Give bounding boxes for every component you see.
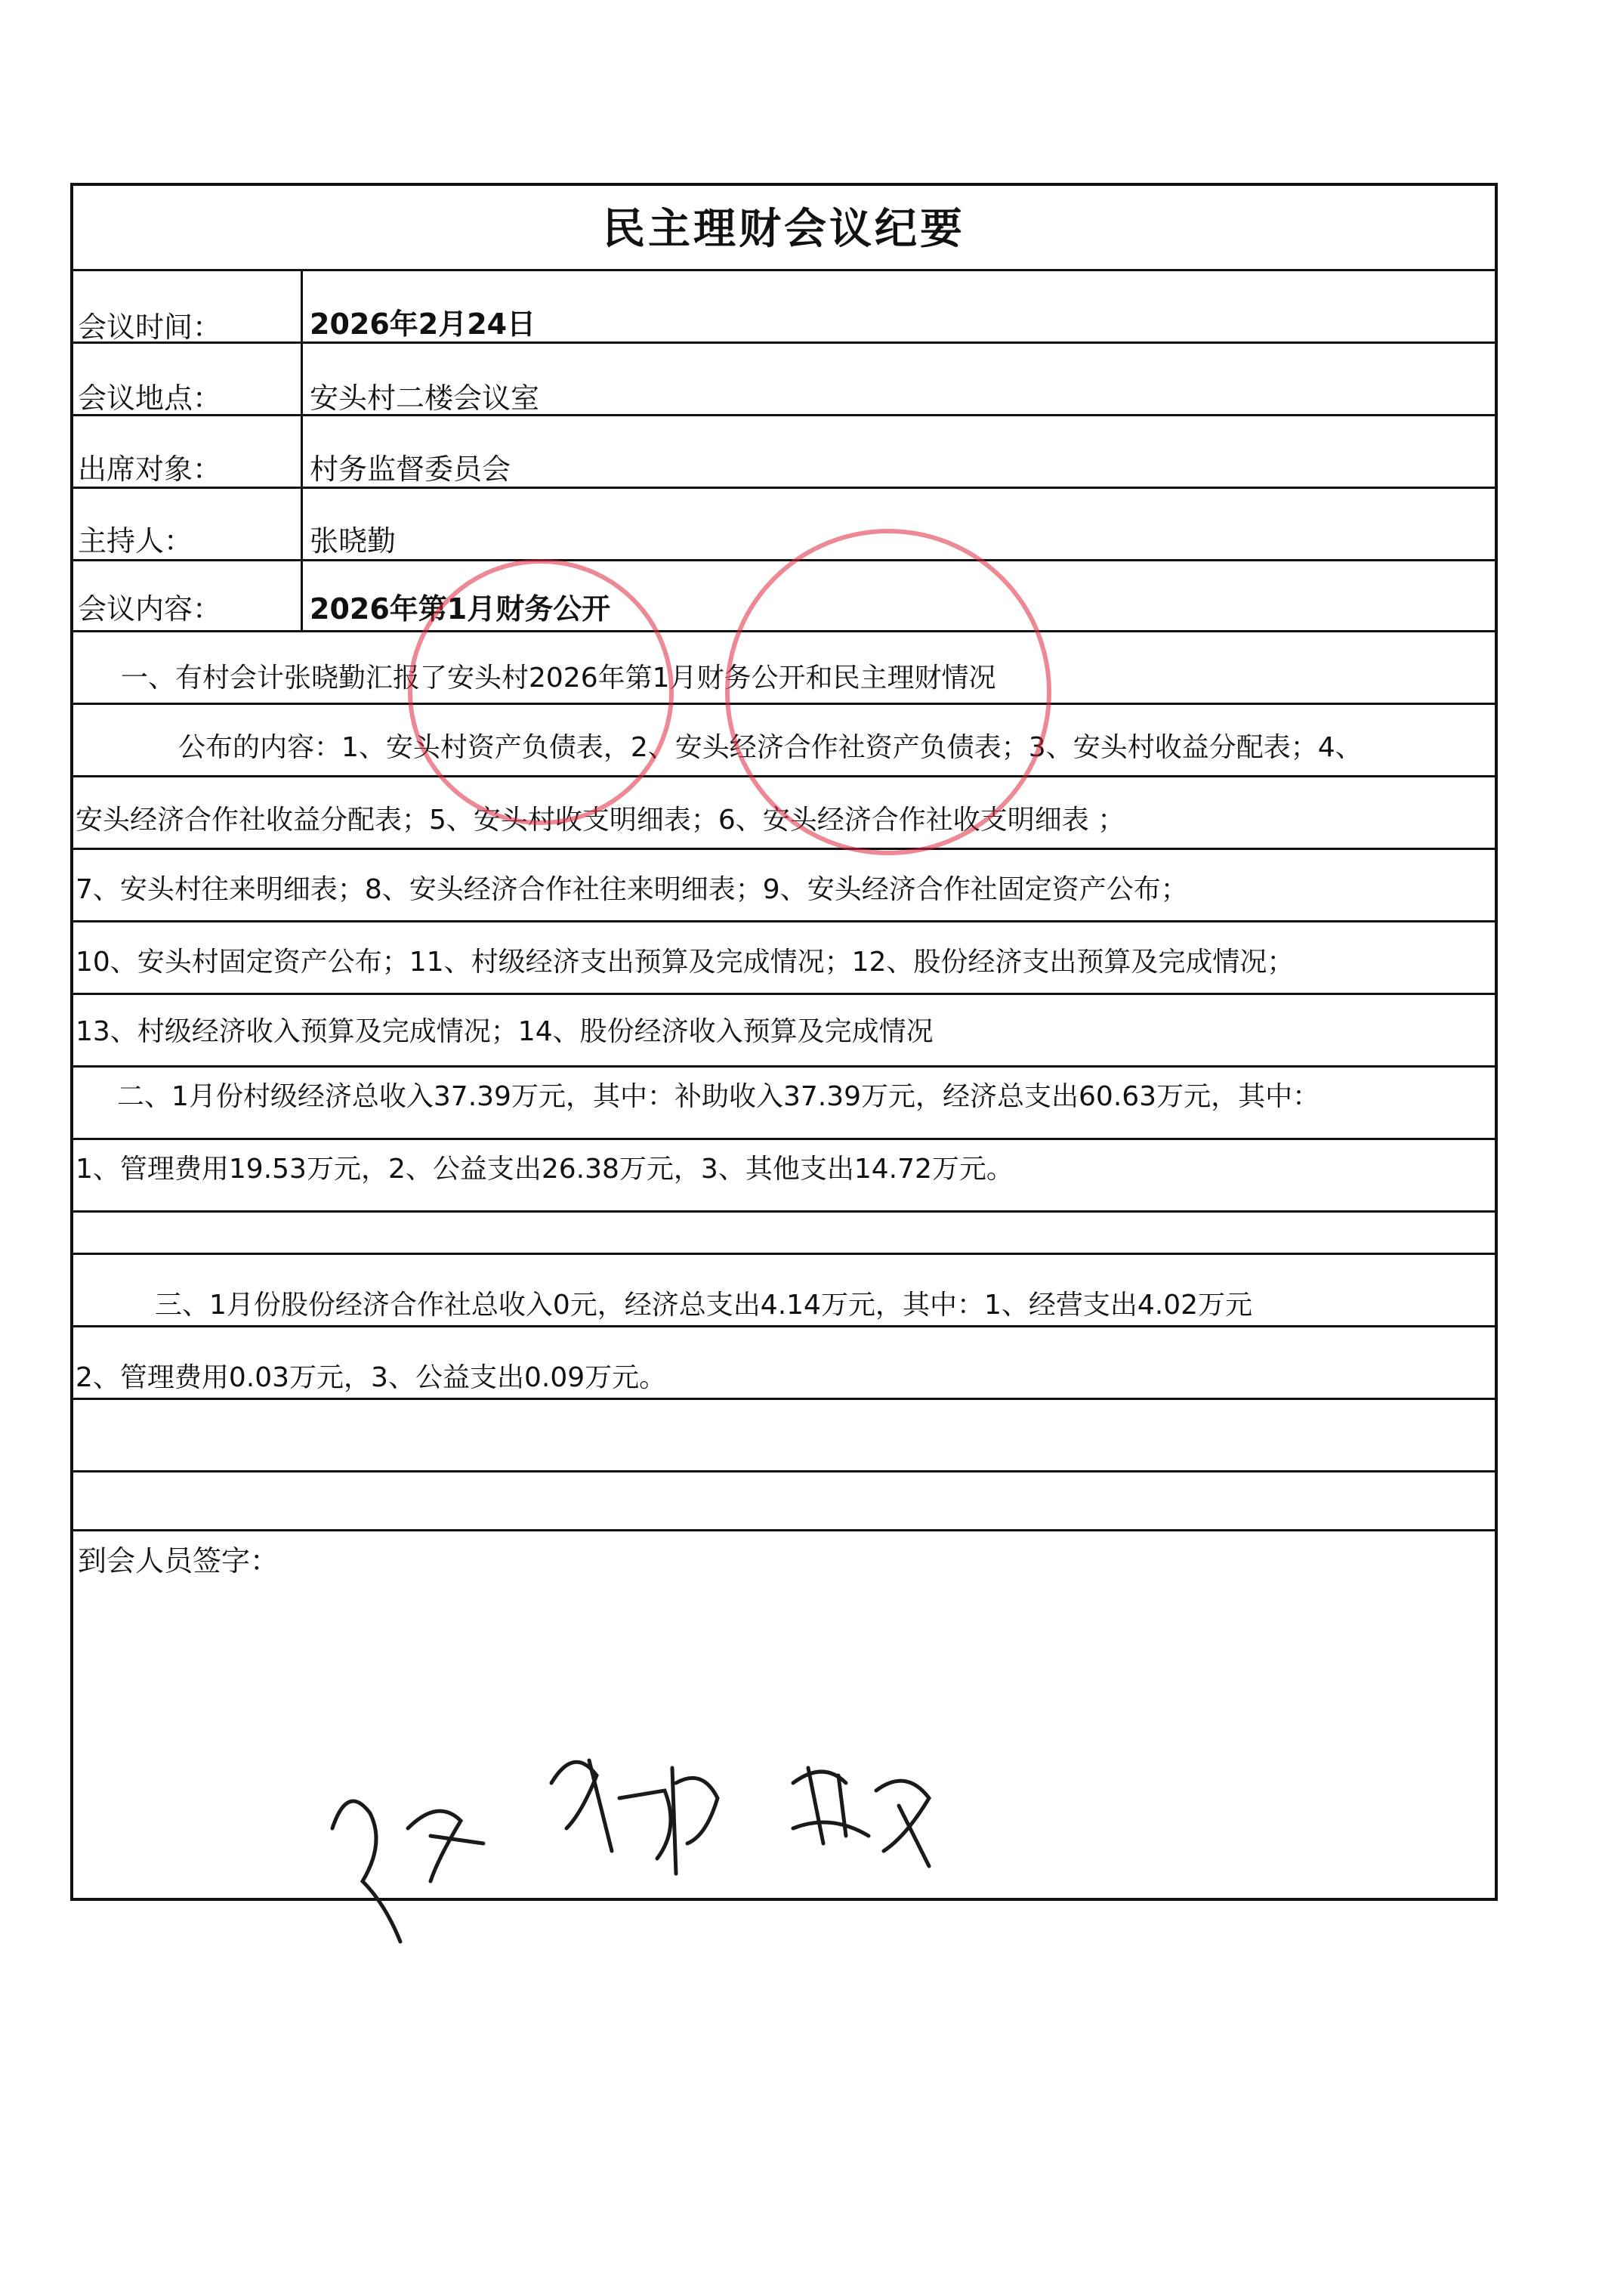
body-line-9 — [70, 1213, 1498, 1255]
paragraph-5: 10、安头村固定资产公布；11、村级经济支出预算及完成情况；12、股份经济支出预算及完成情况； — [76, 947, 1295, 978]
info-row-date — [70, 271, 1498, 344]
meeting-time-label: 会议时间： — [78, 311, 222, 344]
official-seal-right — [725, 529, 1051, 855]
body-line-13 — [70, 1472, 1498, 1531]
signature-label: 到会人员签字： — [78, 1544, 279, 1578]
body-line-12 — [70, 1400, 1498, 1472]
handwritten-signature-2 — [544, 1715, 740, 1904]
attendees-value: 村务监督委员会 — [310, 453, 511, 486]
host-label: 主持人： — [78, 524, 193, 558]
meeting-content-label: 会议内容： — [78, 592, 222, 626]
document-title: 民主理财会议纪要 — [70, 183, 1498, 271]
paragraph-4: 7、安头村往来明细表；8、安头经济合作社往来明细表；9、安头经济合作社固定资产公布； — [76, 874, 1188, 905]
paragraph-3: 安头经济合作社收益分配表；5、安头村收支明细表；6、安头经济合作社收支明细表 ； — [76, 805, 1125, 836]
handwritten-signature-3 — [778, 1738, 944, 1904]
info-row-host — [70, 489, 1498, 561]
paragraph-1: 一、有村会计张晓勤汇报了安头村2026年第1月财务公开和民主理财情况 — [121, 663, 996, 694]
meeting-time-value: 2026年2月24日 — [310, 307, 536, 341]
attendees-label: 出席对象： — [78, 453, 222, 486]
table-column-divider — [301, 271, 303, 632]
paragraph-8: 1、管理费用19.53万元，2、公益支出26.38万元，3、其他支出14.72万元。 — [76, 1154, 1014, 1185]
paragraph-9: 三、1月份股份经济合作社总收入0元，经济总支出4.14万元，其中：1、经营支出4.02万元 — [155, 1290, 1253, 1321]
meeting-location-value: 安头村二楼会议室 — [310, 382, 540, 415]
info-row-attendees — [70, 416, 1498, 489]
meeting-content-value: 2026年第1月财务公开 — [310, 592, 611, 626]
meeting-location-label: 会议地点： — [78, 382, 222, 415]
host-value: 张晓勤 — [310, 524, 397, 558]
paragraph-6: 13、村级经济收入预算及完成情况；14、股份经济收入预算及完成情况 — [76, 1016, 934, 1047]
paragraph-2: 公布的内容：1、安头村资产负债表，2、安头经济合作社资产负债表；3、安头村收益分配表；4、 — [178, 732, 1363, 763]
official-seal-left — [408, 559, 674, 825]
handwritten-signature-1 — [317, 1738, 506, 1964]
paragraph-10: 2、管理费用0.03万元，3、公益支出0.09万元。 — [76, 1362, 667, 1393]
paragraph-7: 二、1月份村级经济总收入37.39万元，其中：补助收入37.39万元，经济总支出60.63万元，其中： — [117, 1081, 1320, 1112]
info-row-location — [70, 344, 1498, 416]
